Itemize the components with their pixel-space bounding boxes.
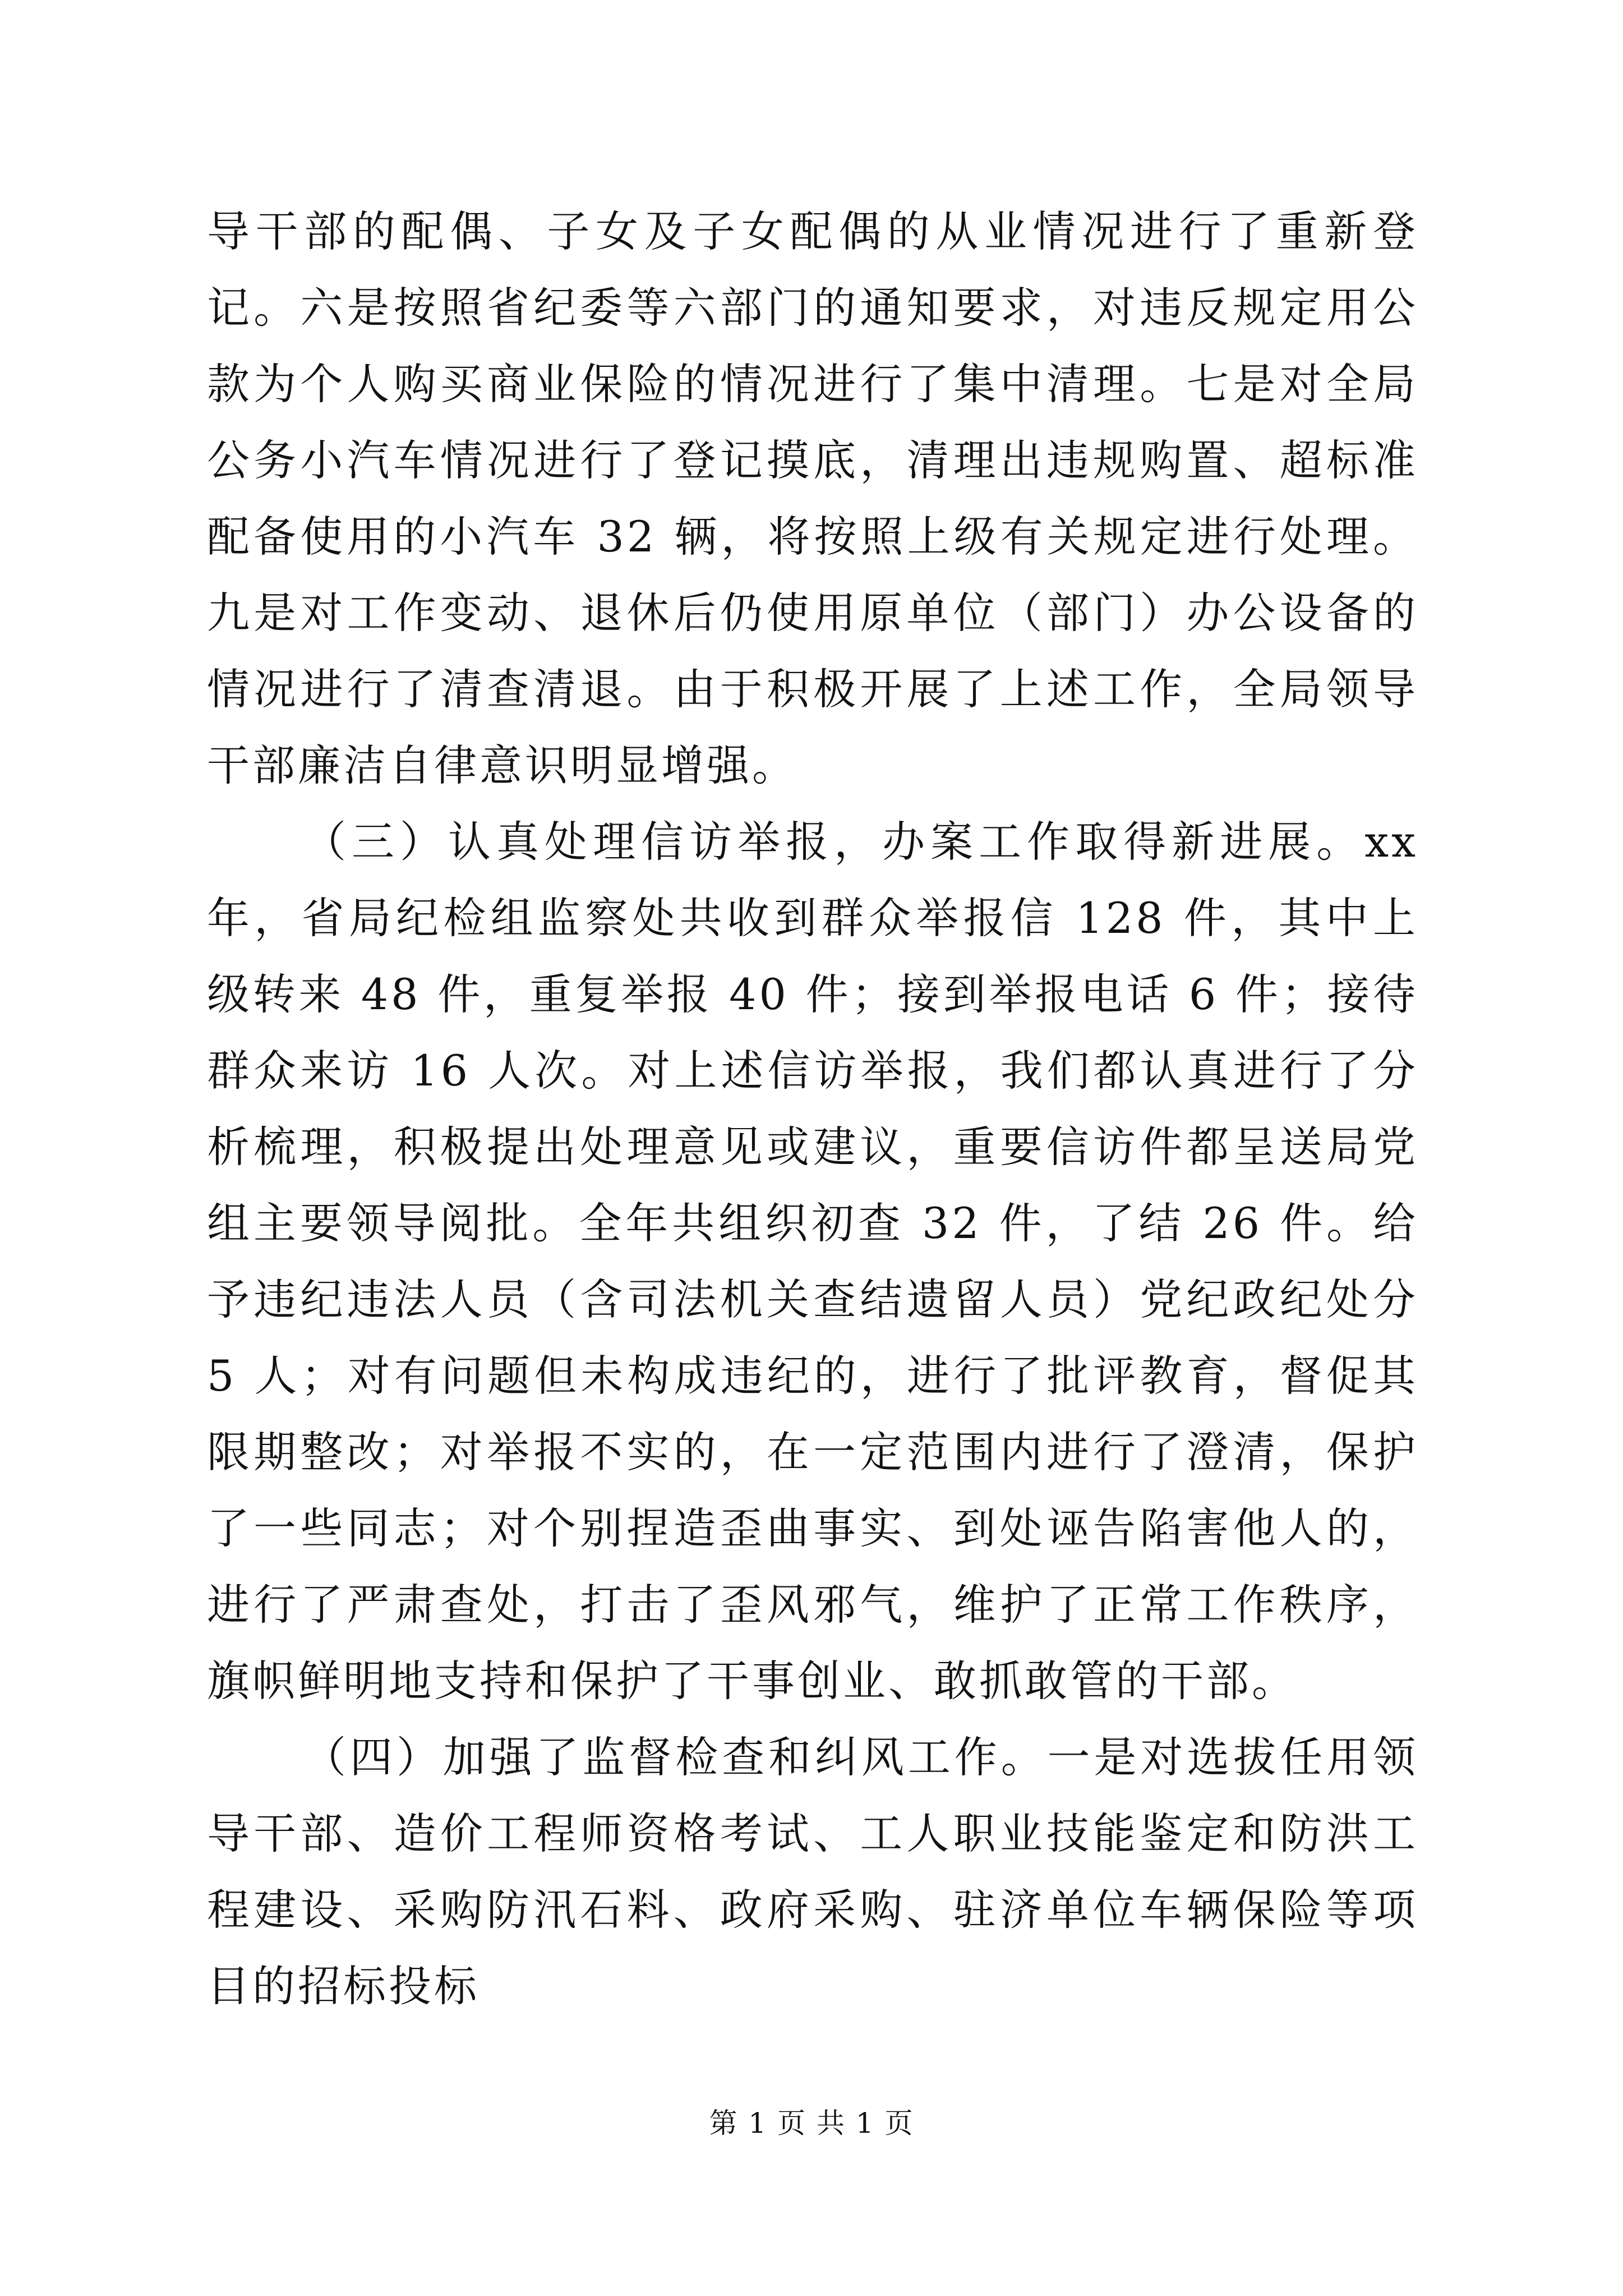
paragraph-continued: 导干部的配偶、子女及子女配偶的从业情况进行了重新登记。六是按照省纪委等六部门的通知要求，对违反规定用公款为个人购买商业保险的情况进行了集中清理。七是对全局公务小汽车情况进行了登记摸底，清理出违规购置、超标准配备使用的小汽车 32 辆，将按照上级有关规定进行处理。九是对工作变动、退休后仍使用原单位（部门）办公设备的情况进行了清查清退。由于积极开展了上述工作，全局领导干部廉洁自律意识明显增强。 — [207, 206, 1418, 790]
paragraph-section-three: （三）认真处理信访举报，办案工作取得新进展。xx 年，省局纪检组监察处共收到群众举报信 128 件，其中上级转来 48 件，重复举报 40 件；接到举报电话 6 件；接待群众来访 16 人次。对上述信访举报，我们都认真进行了分析梳理，积极提出处理意见或建议，重要信访件都呈送局党组主要领导阅批。全年共组织初查 32 件，了结 26 件。给予违纪违法人员（含司法机关查结遗留人员）党纪政纪处分 5 人；对有问题但未构成违纪的，进行了批评教育，督促其限期整改；对举报不实的，在一定范围内进行了澄清，保护了一些同志；对个别捏造歪曲事实、到处诬告陷害他人的，进行了严肃查处，打击了歪风邪气，维护了正常工作秩序，旗帜鲜明地支持和保护了干事创业、敢抓敢管的干部。 — [207, 817, 1418, 1706]
paragraph-section-four: （四）加强了监督检查和纠风工作。一是对选拔任用领导干部、造价工程师资格考试、工人职业技能鉴定和防洪工程建设、采购防汛石料、政府采购、驻济单位车辆保险等项目的招标投标 — [207, 1732, 1418, 2011]
document-body — [207, 194, 1418, 2024]
page-footer: 第 1 页 共 1 页 — [709, 2107, 914, 2139]
